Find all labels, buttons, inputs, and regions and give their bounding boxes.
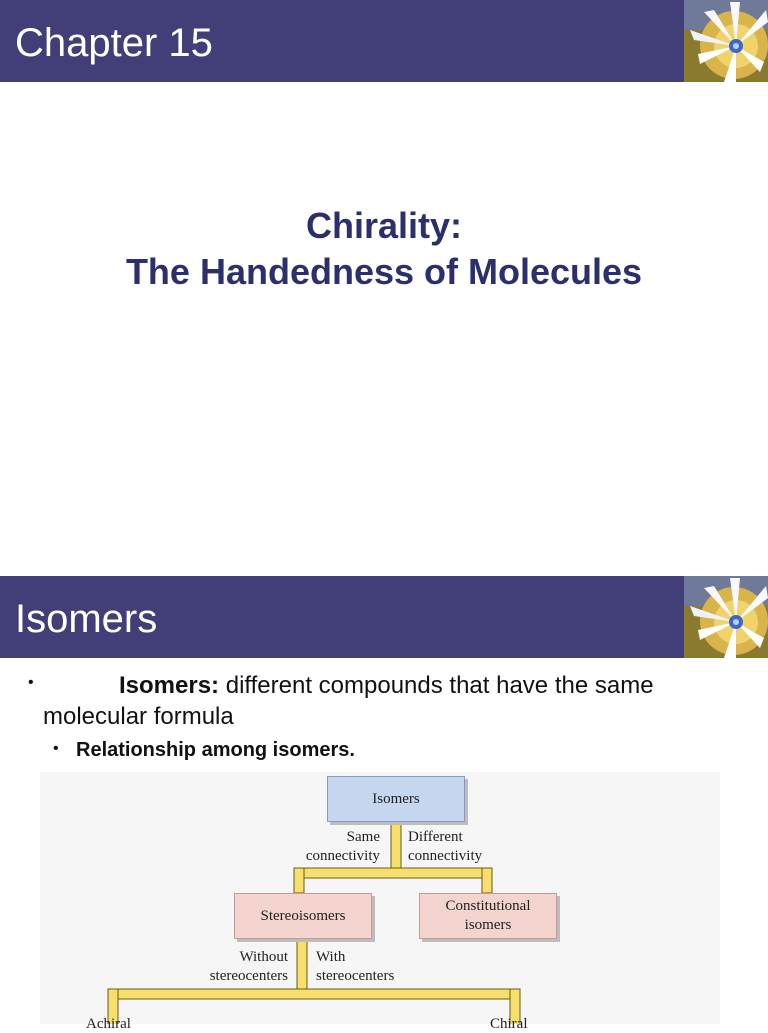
flower-photo-icon	[684, 0, 768, 82]
same-connectivity-label	[284, 828, 380, 866]
header-title: Chapter 15	[15, 21, 213, 65]
node-constitutional-isomers	[419, 893, 557, 939]
chiral-label-partial: Chiral	[490, 1016, 528, 1032]
stereocenters-label-right: stereocenters	[316, 968, 395, 984]
header-bar	[0, 576, 684, 658]
without-stereocenters-label	[180, 948, 288, 986]
stereocenters-label-left: stereocenters	[209, 968, 288, 984]
with-stereocenters-label	[316, 948, 394, 986]
sub-bullet-marker: •	[53, 740, 59, 757]
flower-photo-icon	[684, 576, 768, 658]
bullet-line-2: molecular formula	[43, 703, 234, 730]
node-stereoisomers: Stereoisomers	[234, 893, 372, 939]
bullet-definition: different compounds that have the same	[219, 672, 654, 699]
different-label: Different	[408, 829, 463, 845]
slide-title	[0, 203, 768, 295]
same-label: Same	[346, 829, 380, 845]
bullet-term: Isomers:	[119, 672, 220, 699]
different-connectivity-label	[408, 828, 482, 866]
constitutional-label: Constitutional	[445, 898, 531, 914]
connectivity-label-right: connectivity	[408, 848, 483, 864]
achiral-label-partial: Achiral	[86, 1016, 131, 1032]
isomer-relationship-diagram	[40, 772, 720, 1032]
bullet-line-1	[119, 670, 654, 701]
sub-bullet: Relationship among isomers.	[76, 739, 355, 761]
bullet-marker: •	[28, 674, 34, 691]
node-isomers: Isomers	[327, 776, 465, 822]
connectivity-label-left: connectivity	[305, 848, 380, 864]
title-line-1: Chirality:	[305, 205, 463, 246]
header-title: Isomers	[15, 597, 158, 641]
with-label: With	[316, 949, 346, 965]
isomers-label: isomers	[464, 917, 512, 933]
title-line-2: The Handedness of Molecules	[125, 251, 643, 292]
header-bar	[0, 0, 684, 82]
without-label: Without	[239, 949, 288, 965]
